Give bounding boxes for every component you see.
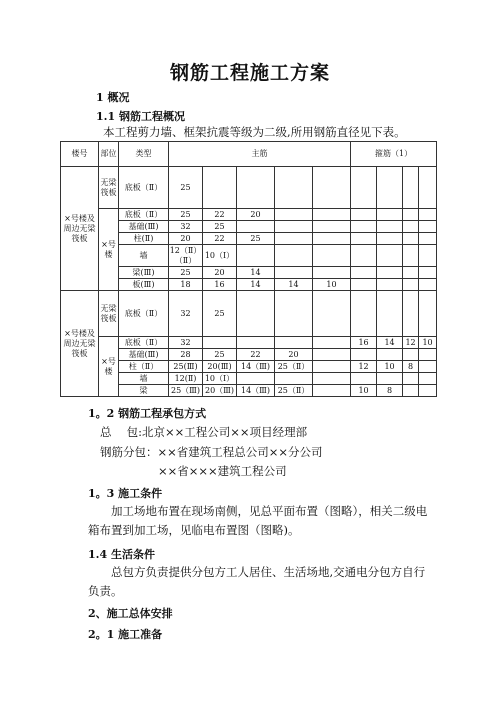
value-cell: 20: [275, 349, 313, 361]
building-label: ×号楼及周边无梁筏板: [61, 167, 99, 291]
value-cell: 25（Ⅱ）: [275, 385, 313, 397]
contract-rebar-sub: 钢筋分包：××省建筑工程总公司××分公司: [100, 445, 323, 459]
value-cell: 14（Ⅲ): [237, 361, 275, 373]
value-cell: 14（Ⅲ): [237, 385, 275, 397]
value-cell: 28: [169, 349, 203, 361]
rebar-diameter-table: [60, 141, 437, 397]
stirrup-cell: 10: [351, 385, 377, 397]
value-cell: 32: [169, 221, 203, 233]
type-cell: 底板（Ⅱ）: [119, 167, 169, 209]
header-building: 楼号: [61, 142, 99, 167]
value-cell: 20: [169, 233, 203, 245]
value-cell: 20(Ⅲ): [203, 361, 237, 373]
part-label: ×号楼: [99, 337, 119, 397]
stirrup-cell: 8: [403, 361, 419, 373]
type-cell: 柱(Ⅱ): [119, 233, 169, 245]
table-row: [61, 291, 437, 337]
contract-general: 总 包:北京××工程公司××项目经理部: [100, 425, 308, 439]
value-cell: 12（Ⅱ）（Ⅱ）: [169, 245, 202, 265]
type-cell: 梁(Ⅲ): [119, 267, 169, 279]
heading-contract: 1。2 钢筋工程承包方式: [88, 407, 207, 420]
value-cell: 25: [203, 349, 237, 361]
value-cell: 22: [203, 233, 237, 245]
value-cell: 20（Ⅲ): [203, 385, 237, 397]
type-cell: 梁: [119, 385, 169, 397]
value-cell: 25: [169, 267, 203, 279]
table-row: [61, 209, 437, 221]
value-cell: 25(Ⅲ): [169, 361, 203, 373]
header-stirrup: 箍筋（1）: [351, 142, 437, 167]
value-cell: 25（Ⅱ）: [275, 361, 313, 373]
value-cell: 25: [169, 167, 203, 209]
header-type: 类型: [119, 142, 169, 167]
stirrup-cell: 10: [419, 337, 437, 349]
type-cell: 板(Ⅲ): [119, 279, 169, 291]
stirrup-cell: 16: [351, 337, 377, 349]
stirrup-cell: 14: [377, 337, 403, 349]
living-conditions-paragraph: 总包方负责提供分包方工人居住、生活场地,交通电分包方自行负责。: [88, 565, 426, 598]
table-header-row: [61, 142, 437, 167]
table-row: [61, 167, 437, 209]
stirrup-cell: 12: [403, 337, 419, 349]
value-cell: 18: [169, 279, 203, 291]
intro-paragraph: 本工程剪力墙、框架抗震等级为二级,所用钢筋直径见下表。: [103, 125, 406, 139]
type-cell: 柱（Ⅱ）: [119, 361, 169, 373]
header-main-rebar: 主筋: [169, 142, 351, 167]
value-cell: 14: [237, 279, 275, 291]
stirrup-cell: 10: [377, 361, 403, 373]
table-row: [61, 337, 437, 349]
value-cell: 20: [237, 209, 275, 221]
value-cell: 10（Ⅰ）: [203, 245, 237, 267]
type-cell: 底板（Ⅱ）: [119, 337, 169, 349]
heading-rebar-overview: 1.1 钢筋工程概况: [96, 110, 185, 123]
contract-rebar-sub-2: ××省×××建筑工程公司: [158, 464, 287, 478]
value-cell: 25: [237, 233, 275, 245]
part-label: 无梁筏板: [99, 291, 119, 337]
type-cell: 墙: [119, 245, 169, 267]
document-title: 钢筋工程施工方案: [169, 62, 330, 84]
value-cell: 14: [237, 267, 275, 279]
value-cell: 20: [203, 267, 237, 279]
value-cell: 25: [203, 221, 237, 233]
value-cell: 25（Ⅲ): [169, 385, 203, 397]
value-cell: 14: [275, 279, 313, 291]
value-cell: 32: [169, 337, 203, 349]
heading-living-conditions: 1.4 生活条件: [88, 548, 155, 561]
site-conditions-paragraph: 加工场地布置在现场南侧，见总平面布置（图略），相关二级电箱布置到加工场，见临电布置图（图略)。: [88, 504, 428, 537]
heading-overall-arrangement: 2、施工总体安排: [88, 607, 173, 620]
value-cell: 32: [169, 291, 203, 337]
stirrup-cell: 12: [351, 361, 377, 373]
building-label: ×号楼及周边无梁筏板: [61, 291, 99, 397]
type-cell: 墙: [119, 373, 169, 385]
type-cell: 底板（Ⅱ）: [119, 291, 169, 337]
stirrup-cell: 8: [377, 385, 403, 397]
type-cell: 底板（Ⅱ）: [119, 209, 169, 221]
value-cell: 12(Ⅱ): [169, 373, 203, 385]
value-cell: 22: [237, 349, 275, 361]
type-cell: 基础(Ⅲ): [119, 221, 169, 233]
heading-site-conditions: 1。3 施工条件: [88, 487, 163, 500]
part-label: 无梁筏板: [99, 167, 119, 209]
type-cell: 基础(Ⅲ): [119, 349, 169, 361]
heading-overview: 1 概况: [96, 91, 130, 104]
value-cell: 25: [169, 209, 203, 221]
value-cell: 10（Ⅰ）: [203, 373, 237, 385]
value-cell: 16: [203, 279, 237, 291]
header-part: 部位: [99, 142, 119, 167]
value-cell: 10: [313, 279, 351, 291]
part-label: ×号楼: [99, 209, 119, 291]
value-cell: 22: [203, 209, 237, 221]
heading-preparation: 2。1 施工准备: [88, 628, 163, 641]
value-cell: 25: [203, 291, 237, 337]
